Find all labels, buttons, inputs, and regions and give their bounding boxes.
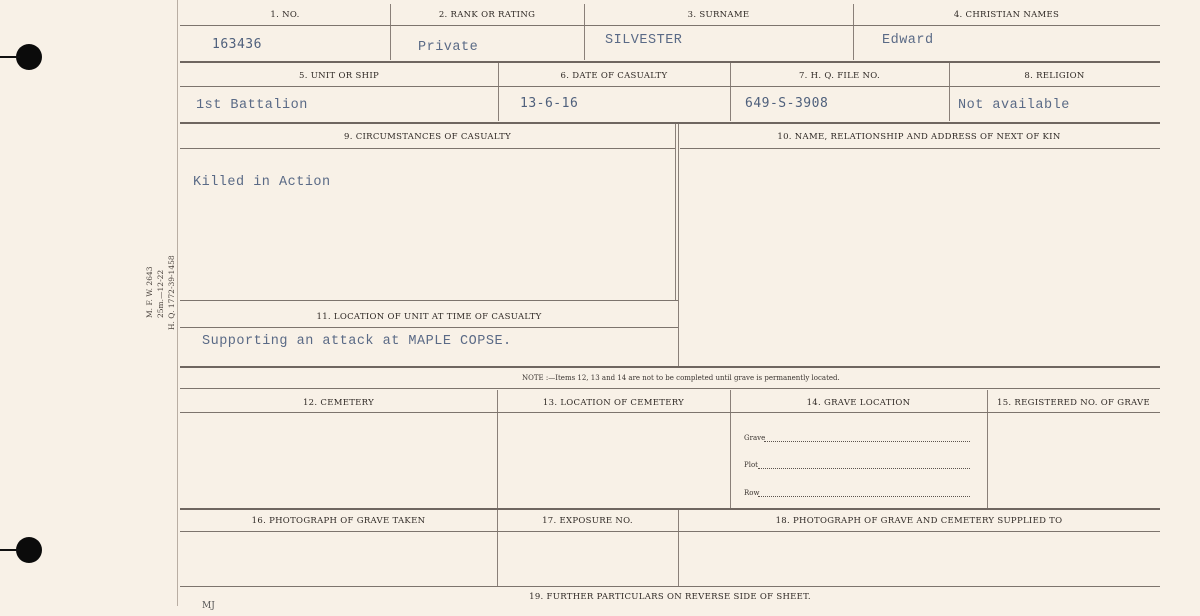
- value-unit: 1st Battalion: [196, 98, 308, 113]
- grave-dots: [764, 441, 970, 442]
- label-further: 19. FURTHER PARTICULARS ON REVERSE SIDE OF SHEET.: [529, 592, 811, 602]
- label-unit: 5. UNIT OR SHIP: [298, 71, 380, 81]
- label-next-of-kin: 10. NAME, RELATIONSHIP AND ADDRESS OF NEXT OF KIN: [777, 132, 1061, 142]
- rule: [680, 148, 1160, 149]
- label-location-cemetery: 13. LOCATION OF CEMETERY: [542, 398, 685, 408]
- label-no: 1. NO.: [270, 10, 300, 20]
- label-religion: 8. RELIGION: [1024, 71, 1085, 81]
- label-location-unit: 11. LOCATION OF UNIT AT TIME OF CASUALTY: [316, 312, 542, 322]
- label-circumstances: 9. CIRCUMSTANCES OF CASUALTY: [344, 132, 511, 142]
- row-line-label: Row: [744, 489, 760, 497]
- label-rank: 2. RANK OR RATING: [438, 10, 536, 20]
- label-surname: 3. SURNAME: [687, 10, 750, 20]
- value-rank: Private: [418, 40, 479, 55]
- label-photo-taken: 16. PHOTOGRAPH OF GRAVE TAKEN: [251, 516, 426, 526]
- grave-line-label: Grave: [744, 434, 766, 442]
- rule: [180, 586, 1160, 587]
- label-date: 6. DATE OF CASUALTY: [560, 71, 668, 81]
- rule: [180, 148, 675, 149]
- label-registered-no: 15. REGISTERED NO. OF GRAVE: [996, 398, 1151, 408]
- label-grave-location: 14. GRAVE LOCATION: [806, 398, 911, 408]
- value-christian-names: Edward: [882, 33, 934, 48]
- label-exposure: 17. EXPOSURE NO.: [542, 516, 633, 526]
- rule: [180, 122, 1160, 124]
- value-location-unit: Supporting an attack at MAPLE COPSE.: [202, 334, 512, 349]
- label-hq-file: 7. H. Q. FILE NO.: [798, 71, 881, 81]
- value-hq-file: 649-S-3908: [745, 96, 829, 111]
- rule: [180, 412, 1160, 413]
- rule: [180, 61, 1160, 63]
- value-circumstances: Killed in Action: [193, 175, 331, 190]
- rule: [180, 327, 678, 328]
- value-surname: SILVESTER: [605, 33, 683, 48]
- value-religion: Not available: [958, 98, 1070, 113]
- rule: [180, 508, 1160, 510]
- initials: MJ: [202, 601, 215, 611]
- label-christian-names: 4. CHRISTIAN NAMES: [953, 10, 1060, 20]
- value-date: 13-6-16: [520, 96, 579, 111]
- label-cemetery: 12. CEMETERY: [302, 398, 375, 408]
- label-photo-supplied: 18. PHOTOGRAPH OF GRAVE AND CEMETERY SUPPLIED TO: [775, 516, 1063, 526]
- rule: [180, 531, 1160, 532]
- plot-line-label: Plot: [744, 461, 758, 469]
- divider: [678, 124, 679, 366]
- rule: [180, 388, 1160, 389]
- side-code-1: M. F. W. 2643: [145, 266, 154, 318]
- rule: [180, 366, 1160, 368]
- side-code-2: 25m.—12-22: [156, 269, 165, 318]
- divider: [675, 124, 676, 300]
- note-text: NOTE :—Items 12, 13 and 14 are not to be completed until grave is permanently located.: [522, 374, 840, 382]
- rule: [180, 86, 1160, 87]
- punch-hole-tail-top: [0, 56, 20, 58]
- side-code-3: H. Q. 1772-39-1458: [167, 255, 176, 330]
- row-dots: [758, 496, 970, 497]
- rule: [180, 300, 678, 301]
- plot-dots: [758, 468, 970, 469]
- rule: [180, 25, 1160, 26]
- punch-hole-tail-bottom: [0, 549, 20, 551]
- margin-line: [177, 0, 178, 606]
- value-no: 163436: [212, 37, 262, 52]
